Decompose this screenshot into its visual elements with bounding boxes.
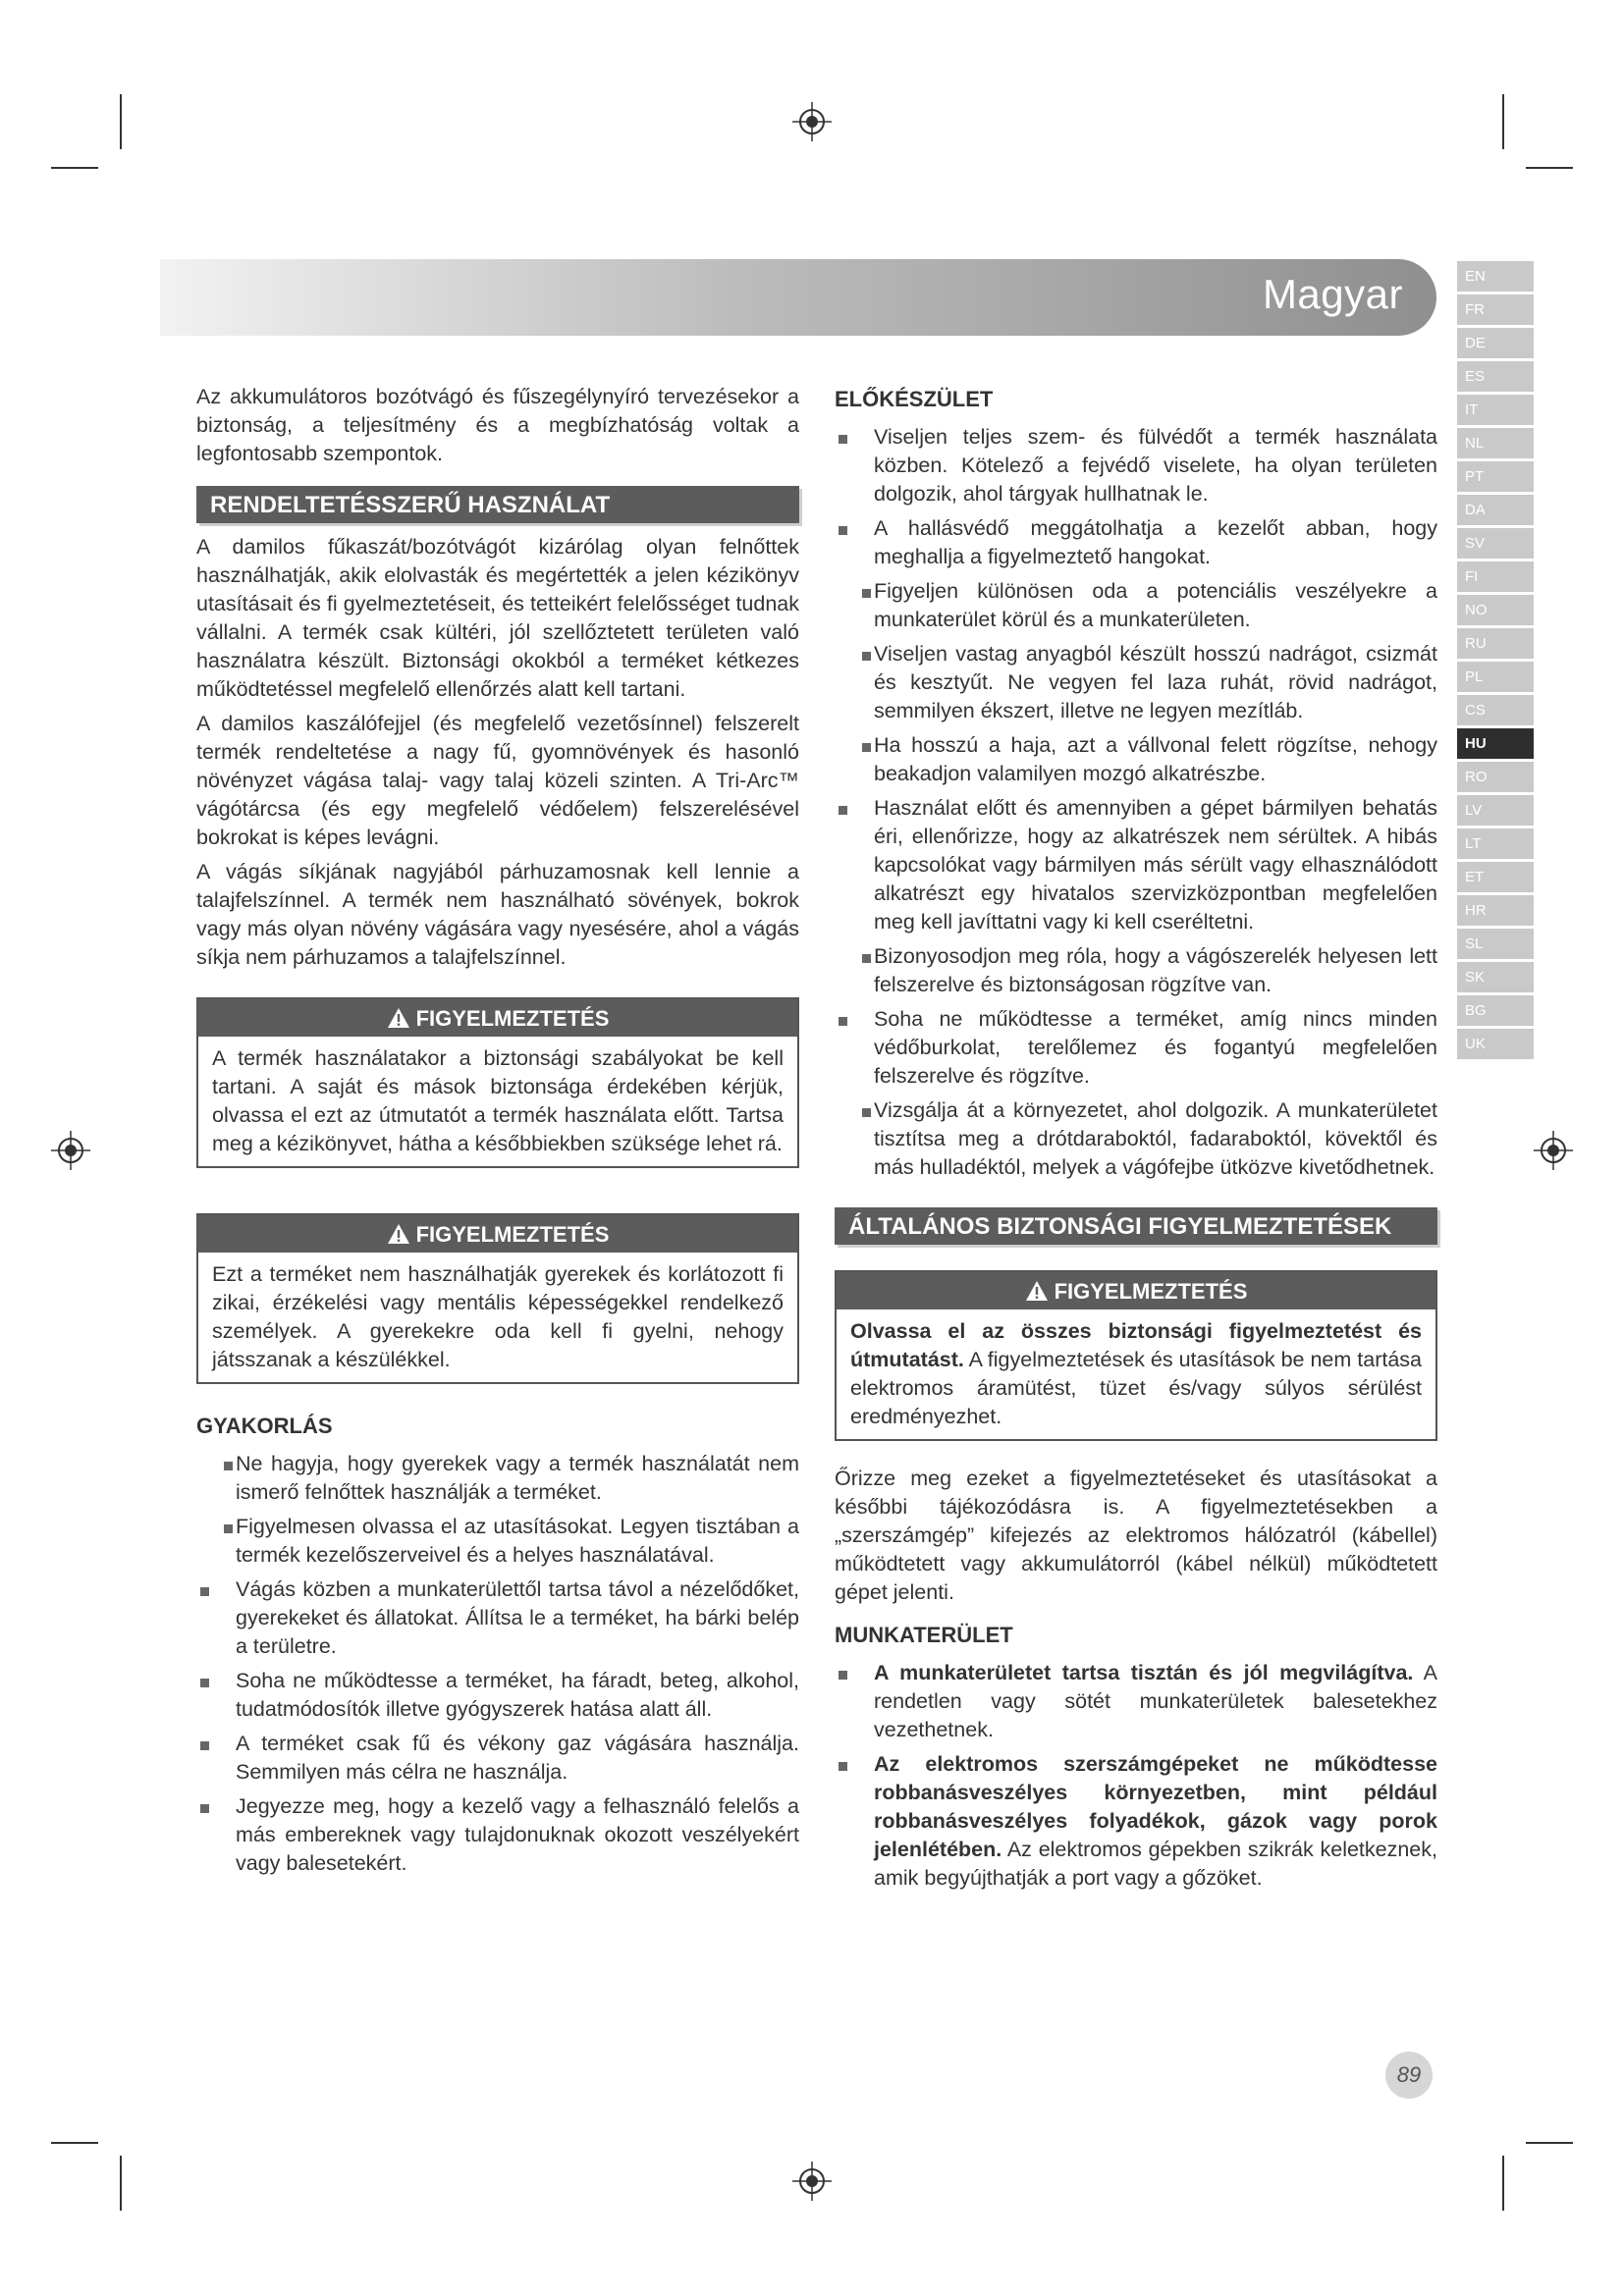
list-item bbox=[835, 1659, 1437, 1744]
language-tab-lt[interactable]: LT bbox=[1457, 828, 1534, 859]
warning-triangle-icon bbox=[1025, 1280, 1049, 1302]
paragraph: A damilos kaszálófejjel (és megfelelő vezetősínnel) felszerelt termék rendeltetése a nagy fű, gyomnövények és hasonló növényzet vágása talaj- vagy talaj közeli szinten. A Tri-Arc™ vágótárcsa (és egy megfelelő védőelem) felszerelésével bokrokat is képes levágni. bbox=[196, 712, 799, 849]
warning-title: FIGYELMEZTETÉS bbox=[415, 1006, 610, 1031]
warning-header bbox=[198, 1215, 797, 1253]
list-item-bold: Az elektromos szerszámgépeket ne működtesse robbanásveszélyes környezetben, mint például robbanásveszélyes folyadékok, gázok vagy porok jelenlétében. bbox=[874, 1752, 1437, 1861]
language-tab-de[interactable]: DE bbox=[1457, 328, 1534, 358]
list-item: Vizsgálja át a környezetet, ahol dolgozik. A munkaterületet tisztítsa meg a drótdaraboktól, fadaraboktól, kövektől és más hulladéktól, melyek a vágófejbe ütközve kivetődhetnek. bbox=[835, 1096, 1437, 1182]
crop-mark bbox=[1526, 2142, 1573, 2144]
language-tab-en[interactable]: EN bbox=[1457, 261, 1534, 292]
list-item: A terméket csak fű és vékony gaz vágására használja. Semmilyen más célra ne használja. bbox=[196, 1730, 799, 1787]
list-item-bold: A munkaterületet tartsa tisztán és jól megvilágítva. bbox=[874, 1661, 1414, 1684]
language-tab-nl[interactable]: NL bbox=[1457, 428, 1534, 458]
list-item: Ha hosszú a haja, azt a vállvonal felett rögzítse, nehogy beakadjon valamilyen mozgó alkatrészbe. bbox=[835, 731, 1437, 788]
language-tab-it[interactable]: IT bbox=[1457, 395, 1534, 425]
practice-list bbox=[196, 1450, 799, 1878]
registration-mark-icon bbox=[1532, 1129, 1575, 1172]
warning-rest-text: A figyelmeztetések és utasítások be nem tartása elektromos áramütést, tüzet és/vagy súlyos sérülést eredményezhet. bbox=[850, 1348, 1422, 1428]
language-tab-et[interactable]: ET bbox=[1457, 862, 1534, 892]
language-tab-fr[interactable]: FR bbox=[1457, 294, 1534, 325]
crop-mark bbox=[120, 2156, 122, 2211]
crop-mark bbox=[1526, 167, 1573, 169]
warning-bold-text: Olvassa el az összes biztonsági figyelmeztetést és útmutatást. bbox=[850, 1319, 1422, 1371]
list-item: Viseljen teljes szem- és fülvédőt a termék használata közben. Kötelező a fejvédő viselete, ha olyan területen dolgozik, ahol tárgyak hullhatnak le. bbox=[835, 423, 1437, 508]
language-tab-ru[interactable]: RU bbox=[1457, 628, 1534, 659]
paragraph: A vágás síkjának nagyjából párhuzamosnak kell lennie a talajfelszínnel. A termék nem használható sövények, bokrok vagy más olyan növény vágására vagy nyesésére, ahol a vágás síkja nem párhuzamos a talajfelszínnel. bbox=[196, 860, 799, 969]
list-item: Figyelmesen olvassa el az utasításokat. Legyen tisztában a termék kezelőszerveivel és a helyes használatával. bbox=[196, 1513, 799, 1570]
language-tab-bg[interactable]: BG bbox=[1457, 995, 1534, 1026]
list-item: A hallásvédő meggátolhatja a kezelőt abban, hogy meghallja a figyelmeztető hangokat. bbox=[835, 514, 1437, 571]
language-tab-cs[interactable]: CS bbox=[1457, 695, 1534, 725]
section-title-practice: GYAKORLÁS bbox=[196, 1414, 333, 1438]
warning-box bbox=[196, 997, 799, 1168]
left-column bbox=[196, 383, 799, 1884]
list-item: Ne hagyja, hogy gyerekek vagy a termék használatát nem ismerő felnőttek használják a terméket. bbox=[196, 1450, 799, 1507]
language-tab-uk[interactable]: UK bbox=[1457, 1029, 1534, 1059]
crop-mark bbox=[1502, 94, 1504, 149]
list-item: Soha ne működtesse a terméket, ha fáradt, beteg, alkohol, tudatmódosítók illetve gyógyszerek hatása alatt áll. bbox=[196, 1667, 799, 1724]
language-tabs bbox=[1457, 261, 1534, 1062]
page-number: 89 bbox=[1385, 2052, 1433, 2099]
preparation-list bbox=[835, 423, 1437, 1182]
section-title-intended-use: RENDELTETÉSSZERŰ HASZNÁLAT bbox=[196, 486, 799, 523]
list-item: Használat előtt és amennyiben a gépet bármilyen behatás éri, ellenőrizze, hogy az alkatrészek nem sérültek. A hibás kapcsolókat vagy bármilyen más sérült vagy elhasználódott alkatrészt egy hivatalos szervizközpontban megfelelően meg kell javíttatni vagy ki kell cseréltetni. bbox=[835, 794, 1437, 936]
banner-title: Magyar bbox=[1262, 271, 1403, 317]
work-area-list bbox=[835, 1659, 1437, 1893]
keep-instructions-text: Őrizze meg ezeket a figyelmeztetéseket és utasításokat a későbbi tájékozódásra is. A figyelmeztetésekben a „szerszámgép” kifejezés az elektromos hálózatról (kábellel) működtetett vagy akkumulátorról (kábel nélkül) működtetett gépet jelenti. bbox=[835, 1467, 1437, 1604]
language-tab-da[interactable]: DA bbox=[1457, 495, 1534, 525]
crop-mark bbox=[120, 94, 122, 149]
list-item: Viseljen vastag anyagból készült hosszú nadrágot, csizmát és kesztyűt. Ne vegyen fel laza ruhát, rövid nadrágot, semmilyen ékszert, illetve ne legyen mezítláb. bbox=[835, 640, 1437, 725]
list-item-text: Az elektromos gépekben szikrák keletkeznek, amik begyújthatják a port vagy a gőzöket. bbox=[874, 1838, 1437, 1890]
section-title-work-area: MUNKATERÜLET bbox=[835, 1623, 1013, 1647]
language-tab-sv[interactable]: SV bbox=[1457, 528, 1534, 559]
registration-mark-icon bbox=[790, 2160, 834, 2203]
paragraph: A damilos fűkaszát/bozótvágót kizárólag olyan felnőttek használhatják, akik elolvasták és megértették a jelen kézikönyv utasításait és fi gyelmeztetéseit, és tetteikért felelősséget tudnak vállalni. A termék csak kültéri, jól szellőztetett területen való használatra készült. Biztonsági okokból a terméket kétkezes működtetéssel megfelelő ellenőrzés alatt kell tartani. bbox=[196, 535, 799, 701]
list-item: Soha ne működtesse a terméket, amíg nincs minden védőburkolat, terelőlemez és fogantyú megfelelően felszerelve és rögzítve. bbox=[835, 1005, 1437, 1091]
registration-mark-icon bbox=[49, 1129, 92, 1172]
section-title-general-safety: ÁLTALÁNOS BIZTONSÁGI FIGYELMEZTETÉSEK bbox=[835, 1207, 1437, 1245]
registration-mark-icon bbox=[790, 100, 834, 143]
warning-box bbox=[835, 1270, 1437, 1441]
list-item bbox=[835, 1750, 1437, 1893]
language-tab-es[interactable]: ES bbox=[1457, 361, 1534, 392]
list-item: Vágás közben a munkaterülettől tartsa távol a nézelődőket, gyerekeket és állatokat. Állítsa le a terméket, ha bárki belép a területre. bbox=[196, 1575, 799, 1661]
warning-header bbox=[837, 1272, 1435, 1309]
warning-title: FIGYELMEZTETÉS bbox=[1054, 1279, 1248, 1304]
language-tab-pl[interactable]: PL bbox=[1457, 662, 1534, 692]
language-tab-sl[interactable]: SL bbox=[1457, 929, 1534, 959]
warning-title: FIGYELMEZTETÉS bbox=[415, 1222, 610, 1247]
list-item-text: A rendetlen vagy sötét munkaterületek balesetekhez vezethetnek. bbox=[874, 1661, 1437, 1741]
warning-triangle-icon bbox=[387, 1007, 410, 1029]
warning-text: Ezt a terméket nem használhatják gyerekek és korlátozott fi zikai, érzékelési vagy mentális képességekkel rendelkező személyek. A gyerekekre oda kell fi gyelni, nehogy játsszanak a készülékkel. bbox=[212, 1262, 784, 1371]
language-tab-fi[interactable]: FI bbox=[1457, 561, 1534, 592]
language-tab-pt[interactable]: PT bbox=[1457, 461, 1534, 492]
language-tab-no[interactable]: NO bbox=[1457, 595, 1534, 625]
warning-text: A termék használatakor a biztonsági szabályokat be kell tartani. A saját és mások biztonsága érdekében kérjük, olvassa el ezt az útmutatót a termék használata előtt. Tartsa meg a kézikönyvet, hátha a későbbiekben szüksége lehet rá. bbox=[212, 1046, 784, 1155]
intro-text: Az akkumulátoros bozótvágó és fűszegélynyíró tervezésekor a biztonság, a teljesítmény és a megbízhatóság voltak a legfontosabb szempontok. bbox=[196, 385, 799, 465]
list-item: Bizonyosodjon meg róla, hogy a vágószerelék helyesen lett felszerelve és biztonságosan rögzítve van. bbox=[835, 942, 1437, 999]
section-title-preparation: ELŐKÉSZÜLET bbox=[835, 387, 994, 411]
warning-triangle-icon bbox=[387, 1223, 410, 1245]
right-column bbox=[835, 383, 1437, 1898]
warning-text bbox=[837, 1309, 1435, 1439]
list-item: Jegyezze meg, hogy a kezelő vagy a felhasználó felelős a más embereknek vagy tulajdonuknak okozott veszélyekért vagy balesetekért. bbox=[196, 1792, 799, 1878]
language-tab-hu[interactable]: HU bbox=[1457, 728, 1534, 759]
crop-mark bbox=[1502, 2156, 1504, 2211]
crop-mark bbox=[51, 167, 98, 169]
list-item: Figyeljen különösen oda a potenciális veszélyekre a munkaterület körül és a munkaterületen. bbox=[835, 577, 1437, 634]
warning-header bbox=[198, 999, 797, 1037]
warning-box bbox=[196, 1213, 799, 1384]
language-tab-hr[interactable]: HR bbox=[1457, 895, 1534, 926]
language-tab-ro[interactable]: RO bbox=[1457, 762, 1534, 792]
language-tab-lv[interactable]: LV bbox=[1457, 795, 1534, 826]
language-tab-sk[interactable]: SK bbox=[1457, 962, 1534, 992]
language-banner bbox=[160, 259, 1436, 336]
crop-mark bbox=[51, 2142, 98, 2144]
